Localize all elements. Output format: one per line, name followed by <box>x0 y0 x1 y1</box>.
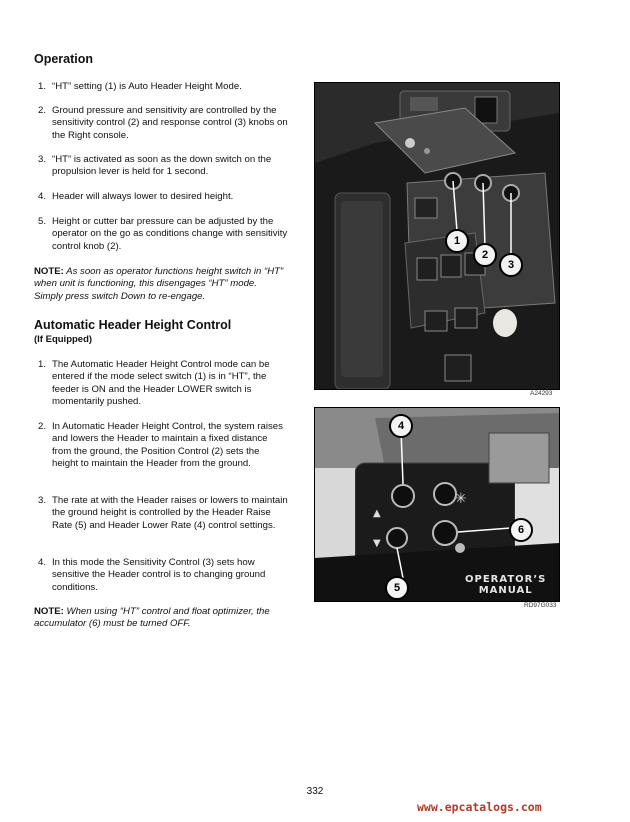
section-heading-operation: Operation <box>34 52 94 66</box>
watermark-link[interactable]: www.epcatalogs.com <box>417 800 542 814</box>
item-number: 4. <box>38 557 47 568</box>
operation-item-3 <box>38 154 288 179</box>
page-number: 332 <box>306 786 324 797</box>
svg-text:✳: ✳ <box>455 491 467 507</box>
figure-caption: A24293 <box>530 390 553 397</box>
item-text: In this mode the Sensitivity Control (3) sets how sensitive the Header control is to changing ground conditions. <box>52 557 266 593</box>
operation-item-1 <box>38 81 288 93</box>
section-heading-auto-header: Automatic Header Height Control <box>34 318 232 332</box>
note-label: NOTE: <box>34 266 64 277</box>
decal-line-1: OPERATOR’S <box>465 574 547 585</box>
control-knobs-photo-art <box>315 408 559 601</box>
item-number: 4. <box>38 191 47 202</box>
auto-header-item-4 <box>38 557 288 594</box>
item-text: The rate at with the Header raises or lowers to maintain the ground height is controlled by the Header Raise Rate (5) and Header Lower Rate (4) control settings. <box>52 495 288 531</box>
item-number: 3. <box>38 495 47 506</box>
item-number: 1. <box>38 81 47 92</box>
callout-4: 4 <box>389 414 413 438</box>
item-number: 5. <box>38 216 47 227</box>
section-subheading: (If Equipped) <box>34 334 93 345</box>
item-text: “HT” is activated as soon as the down switch on the propulsion lever is held for 1 second. <box>52 154 272 178</box>
auto-header-item-1 <box>38 359 288 408</box>
item-text: “HT” setting (1) is Auto Header Height Mode. <box>52 81 242 92</box>
operators-manual-decal <box>465 574 546 596</box>
note-text: When using “HT” control and float optimizer, the accumulator (6) must be turned OFF. <box>34 606 270 630</box>
console-photo-art <box>315 83 559 389</box>
item-number: 3. <box>38 154 47 165</box>
item-number: 1. <box>38 359 47 370</box>
operation-item-4 <box>38 191 288 203</box>
auto-header-item-2 <box>38 421 288 470</box>
item-text: Header will always lower to desired height. <box>52 191 234 202</box>
figure-caption: RD97G033 <box>524 602 557 609</box>
console-photo <box>314 82 560 390</box>
svg-text:▲: ▲ <box>373 508 381 519</box>
note-label: NOTE: <box>34 606 64 617</box>
item-text: Height or cutter bar pressure can be adjusted by the operator on the go as conditions change with sensitivity control knob (2). <box>52 216 288 252</box>
callout-1: 1 <box>445 229 469 253</box>
decal-line-2: MANUAL <box>478 585 533 596</box>
callout-3: 3 <box>499 253 523 277</box>
item-number: 2. <box>38 105 47 116</box>
control-knobs-photo <box>314 407 560 602</box>
operation-item-5 <box>38 216 288 253</box>
item-text: Ground pressure and sensitivity are controlled by the sensitivity control (2) and response control (3) knobs on the Right console. <box>52 105 288 141</box>
svg-text:▼: ▼ <box>373 538 381 549</box>
operation-item-2 <box>38 105 288 142</box>
callout-5: 5 <box>385 576 409 600</box>
operation-note <box>34 266 288 303</box>
note-text: As soon as operator functions height switch in “HT” when unit is functioning, this disengages “HT” mode. Simply press switch Down to re-engage. <box>34 266 284 302</box>
callout-2: 2 <box>473 243 497 267</box>
item-text: The Automatic Header Height Control mode can be entered if the mode select switch (1) is in “HT”, the feeder is ON and the Header LOWER switch is momentarily pushed. <box>52 359 270 407</box>
auto-header-item-3 <box>38 495 288 532</box>
item-text: In Automatic Header Height Control, the system raises and lowers the Header to maintain a fixed distance from the ground, the Position Control (2) sets the height to maintain the Header from the ground. <box>52 421 283 469</box>
auto-header-note <box>34 606 288 631</box>
callout-6: 6 <box>509 518 533 542</box>
item-number: 2. <box>38 421 47 432</box>
